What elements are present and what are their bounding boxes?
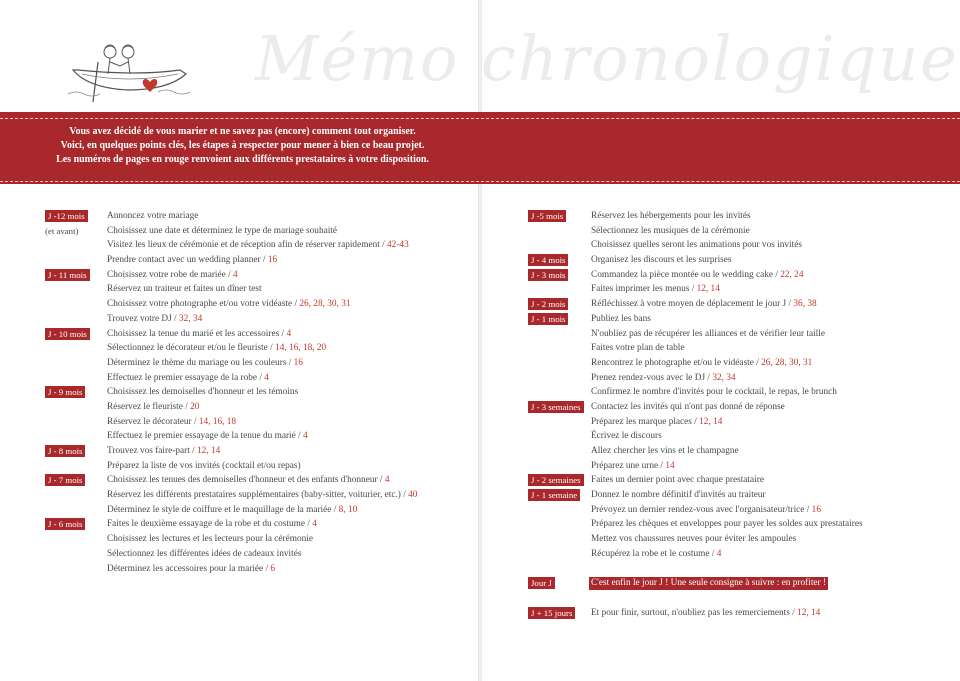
banner-stitch-top xyxy=(0,118,960,119)
timeframe-badge: J + 15 jours xyxy=(528,607,575,619)
timeline-row xyxy=(528,253,928,268)
task-item xyxy=(107,400,199,415)
task-text: Déterminez le thème du mariage ou les couleurs / xyxy=(107,357,294,368)
task-text: Choisissez votre robe de mariée / xyxy=(107,269,233,280)
timeframe-badge: J - 3 semaines xyxy=(528,401,584,413)
task-item xyxy=(107,371,269,386)
timeline-row xyxy=(45,503,465,518)
task-item xyxy=(591,444,739,459)
task-text: Faites un dernier point avec chaque prestataire xyxy=(591,475,764,486)
timeframe-badge: Jour J xyxy=(528,577,555,589)
timeframe-badge: J - 4 mois xyxy=(528,254,568,266)
task-text: Déterminez le style de coiffure et le maquillage de la mariée / xyxy=(107,504,339,515)
timeline-row xyxy=(528,356,928,371)
task-item xyxy=(107,238,409,253)
timeline-row xyxy=(528,576,928,591)
task-text: Prendre contact avec un wedding planner / xyxy=(107,255,268,266)
page-reference[interactable]: 20 xyxy=(190,401,200,412)
timeline-row xyxy=(528,517,928,532)
timeline-row xyxy=(528,224,928,239)
task-text: Et pour finir, surtout, n'oubliez pas les remerciements / xyxy=(591,607,798,618)
task-text: Écrivez le discours xyxy=(591,431,662,442)
timeline-row xyxy=(528,459,928,474)
banner-stitch-bottom xyxy=(0,181,960,182)
boat-couple-illustration xyxy=(68,40,193,110)
timeframe-badge: J - 8 mois xyxy=(45,445,85,457)
timeline-row xyxy=(45,238,465,253)
page-reference[interactable]: 4 xyxy=(384,475,390,486)
task-text: Récupérez la robe et le costume / xyxy=(591,548,717,559)
task-text: Commandez la pièce montée ou le wedding cake / xyxy=(591,269,781,280)
task-text: Préparez les chèques et enveloppes pour payer les soldes aux prestataires xyxy=(591,519,863,530)
page-reference[interactable]: 8, 10 xyxy=(338,504,358,515)
timeline-row xyxy=(528,238,928,253)
task-item xyxy=(591,297,817,312)
timeline-row xyxy=(45,547,465,562)
task-item xyxy=(107,224,337,239)
book-gutter xyxy=(478,0,482,681)
timeframe-badge: J - 2 mois xyxy=(528,298,568,310)
timeline-row xyxy=(45,268,465,283)
task-item xyxy=(591,488,766,503)
task-item xyxy=(107,415,236,430)
timeline-row xyxy=(45,473,465,488)
task-item xyxy=(591,371,736,386)
task-text: Préparez la liste de vos invités (cocktail et/ou repas) xyxy=(107,460,301,471)
task-item xyxy=(591,517,863,532)
intro-line: Vous avez décidé de vous marier et ne savez pas (encore) comment tout organiser. xyxy=(69,126,416,137)
task-item xyxy=(107,503,357,518)
timeline-row xyxy=(45,459,465,474)
page-reference[interactable]: 6 xyxy=(270,563,276,574)
task-item xyxy=(107,488,417,503)
task-item xyxy=(107,282,262,297)
timeline-row xyxy=(45,327,465,342)
timeline-row xyxy=(45,253,465,268)
timeline-row xyxy=(45,312,465,327)
task-text: Annoncez votre mariage xyxy=(107,211,199,221)
task-item xyxy=(591,341,684,356)
task-item xyxy=(107,268,238,283)
task-item xyxy=(107,385,298,400)
timeline-row xyxy=(45,444,465,459)
task-item xyxy=(107,341,326,356)
page-reference[interactable]: 14, 16, 18, 20 xyxy=(275,343,327,354)
timeline-row xyxy=(528,591,928,606)
page-reference[interactable]: 32, 34 xyxy=(178,313,203,324)
page-reference[interactable]: 14 xyxy=(665,460,675,471)
timeframe-badge: J - 2 semaines xyxy=(528,474,584,486)
task-text: Faites votre plan de table xyxy=(591,343,685,354)
task-item xyxy=(107,517,317,532)
intro-text xyxy=(20,125,465,167)
timeline-row xyxy=(528,268,928,283)
task-text: Trouvez vos faire-part / xyxy=(107,446,198,456)
task-item xyxy=(591,415,722,430)
task-item xyxy=(591,312,651,327)
page-reference[interactable]: 4 xyxy=(716,548,722,559)
page-reference[interactable]: 26, 28, 30, 31 xyxy=(761,357,813,368)
timeline-row xyxy=(528,444,928,459)
timeline-row xyxy=(528,209,928,224)
timeframe-badge: J - 11 mois xyxy=(45,269,90,281)
task-text: Sélectionnez les différentes idées de cadeaux invités xyxy=(107,548,302,559)
task-item xyxy=(107,253,277,268)
timeline-right-column xyxy=(528,209,928,620)
page-reference[interactable]: 16 xyxy=(293,357,303,368)
task-text: Prévoyez un dernier rendez-vous avec l'organisateur/trice / xyxy=(591,504,812,515)
task-text: Choisissez la tenue du marié et les accessoires / xyxy=(107,328,287,339)
task-item xyxy=(107,562,275,577)
page-reference[interactable]: 4 xyxy=(286,328,292,339)
task-item xyxy=(107,356,303,371)
task-item xyxy=(591,385,837,400)
task-item xyxy=(107,547,301,562)
page-reference[interactable]: 12, 14 xyxy=(699,416,723,427)
timeframe-note: (et avant) xyxy=(45,225,79,236)
page-reference[interactable]: 4 xyxy=(303,431,308,442)
task-item xyxy=(591,547,721,562)
task-item xyxy=(591,429,662,444)
intro-line: Voici, en quelques points clés, les étapes à respecter pour mener à bien ce beau projet. xyxy=(60,140,425,151)
task-text: Visitez les lieux de cérémonie et de réception afin de réserver rapidement / xyxy=(107,240,388,251)
task-item xyxy=(591,282,720,297)
timeline-left-column xyxy=(45,209,465,576)
timeframe-badge: J - 1 mois xyxy=(528,313,568,325)
task-item xyxy=(591,238,802,253)
task-item xyxy=(591,532,796,547)
timeline-row xyxy=(45,297,465,312)
timeline-row xyxy=(45,429,465,444)
timeline-row xyxy=(528,473,928,488)
timeline-row xyxy=(45,224,465,239)
timeframe-badge: J - 7 mois xyxy=(45,474,85,486)
task-text: Réservez un traiteur et faites un dîner test xyxy=(107,284,262,295)
timeline-row xyxy=(45,400,465,415)
timeline-row xyxy=(528,327,928,342)
timeline-row xyxy=(528,282,928,297)
page-reference[interactable]: 12, 14 xyxy=(797,607,821,618)
task-text: Publiez les bans xyxy=(591,313,651,324)
timeline-row xyxy=(528,400,928,415)
task-item xyxy=(107,459,301,474)
task-text: Faites le deuxième essayage de la robe et du costume / xyxy=(107,519,313,530)
task-text: Rencontrez le photographe et/ou le vidéaste / xyxy=(591,357,762,368)
timeline-row xyxy=(528,429,928,444)
timeline-row xyxy=(45,371,465,386)
page-reference[interactable]: 4 xyxy=(312,519,317,530)
task-text: Organisez les discours et les surprises xyxy=(591,255,732,266)
task-text: Sélectionnez les musiques de la cérémonie xyxy=(591,225,750,236)
task-text: Allez chercher les vins et le champagne xyxy=(591,446,739,456)
task-item xyxy=(589,577,828,590)
page-title: Mémo chronologique xyxy=(255,22,959,95)
task-item xyxy=(591,209,751,224)
task-text: Faites imprimer les menus / xyxy=(591,284,697,295)
task-text: Réservez le décorateur / xyxy=(107,416,199,427)
timeline-row xyxy=(45,562,465,577)
page-reference[interactable]: 16 xyxy=(267,255,278,266)
task-text: Effectuez le premier essayage de la tenue du marié / xyxy=(107,431,303,442)
page-reference[interactable]: 32, 34 xyxy=(712,372,736,383)
timeline-row xyxy=(528,312,928,327)
task-text: Choisissez votre photographe et/ou votre vidéaste / xyxy=(107,299,300,310)
page-reference[interactable]: 12, 14 xyxy=(197,446,221,456)
task-item xyxy=(107,532,313,547)
task-text: Sélectionnez le décorateur et/ou le fleuriste / xyxy=(107,343,276,354)
task-item xyxy=(591,253,732,268)
task-text: Choisissez une date et déterminez le type de mariage souhaité xyxy=(107,225,338,236)
task-text: Mettez vos chaussures neuves pour éviter les ampoules xyxy=(591,534,797,545)
timeframe-badge: J - 9 mois xyxy=(45,386,85,398)
task-item xyxy=(107,327,291,342)
timeline-row xyxy=(528,606,928,621)
timeline-row xyxy=(528,371,928,386)
page-reference[interactable]: 22, 24 xyxy=(780,269,804,280)
task-item xyxy=(107,444,220,459)
timeline-row xyxy=(45,517,465,532)
page-reference[interactable]: 16 xyxy=(811,504,821,515)
task-item xyxy=(591,473,764,488)
task-text: Effectuez le premier essayage de la robe / xyxy=(107,372,265,383)
task-item xyxy=(107,297,351,312)
task-item xyxy=(591,400,785,415)
task-item xyxy=(591,356,812,371)
timeline-row xyxy=(45,356,465,371)
task-text: Déterminez les accessoires pour la mariée / xyxy=(107,563,271,574)
task-text: Choisissez les demoiselles d'honneur et les témoins xyxy=(107,387,299,398)
task-text: Réservez les hébergements pour les invités xyxy=(591,211,751,221)
task-text: Préparez une urne / xyxy=(591,460,666,471)
task-text: N'oubliez pas de récupérer les alliances et de vérifier leur taille xyxy=(591,328,825,339)
page-reference[interactable]: 40 xyxy=(408,490,418,501)
task-text: Donnez le nombre définitif d'invités au traiteur xyxy=(591,490,766,501)
task-text: C'est enfin le jour J ! Une seule consigne à suivre : en profiter ! xyxy=(591,578,827,589)
timeline-row xyxy=(45,488,465,503)
task-item xyxy=(107,429,308,444)
task-text: Contactez les invités qui n'ont pas donné de réponse xyxy=(591,401,785,412)
timeline-row xyxy=(45,385,465,400)
task-text: Préparez les marque places / xyxy=(591,416,700,427)
timeline-row xyxy=(45,532,465,547)
timeline-row xyxy=(45,282,465,297)
task-item xyxy=(591,327,825,342)
timeframe-badge: J - 6 mois xyxy=(45,518,85,530)
timeline-row xyxy=(528,547,928,562)
task-item xyxy=(591,459,675,474)
page-reference[interactable]: 4 xyxy=(233,269,238,280)
timeframe-badge: J - 1 semaine xyxy=(528,489,580,501)
timeline-row xyxy=(528,488,928,503)
page-reference[interactable]: 4 xyxy=(264,372,269,383)
timeframe-badge: J - 10 mois xyxy=(45,328,90,340)
task-text: Choisissez les lectures et les lecteurs pour la cérémonie xyxy=(107,534,314,545)
task-text: Choisissez les tenues des demoiselles d'honneur et des enfants d'honneur / xyxy=(107,475,385,486)
page-reference[interactable]: 14, 16, 18 xyxy=(198,416,237,427)
timeline-row xyxy=(528,297,928,312)
page-reference[interactable]: 12, 14 xyxy=(696,284,720,295)
timeline-row xyxy=(528,532,928,547)
task-item xyxy=(591,503,821,518)
timeframe-badge: J -5 mois xyxy=(528,210,566,222)
task-item xyxy=(107,312,202,327)
timeline-row xyxy=(528,503,928,518)
timeline-row xyxy=(528,385,928,400)
task-text: Réservez les différents prestataires supplémentaires (baby-sitter, voiturier, etc.) / xyxy=(107,490,409,501)
task-text: Confirmez le nombre d'invités pour le cocktail, le repas, le brunch xyxy=(591,387,837,398)
timeline-row xyxy=(528,415,928,430)
timeline-row xyxy=(528,562,928,577)
task-item xyxy=(107,209,198,224)
timeframe-badge: J - 3 mois xyxy=(528,269,568,281)
task-item xyxy=(591,606,820,621)
task-item xyxy=(107,473,389,488)
page-reference[interactable]: 26, 28, 30, 31 xyxy=(299,299,351,310)
timeline-row xyxy=(528,341,928,356)
page-reference[interactable]: 42-43 xyxy=(387,240,409,251)
page-reference[interactable]: 36, 38 xyxy=(793,299,817,310)
task-text: Trouvez votre DJ / xyxy=(107,313,179,324)
timeframe-badge: J -12 mois xyxy=(45,210,88,222)
task-item xyxy=(591,224,750,239)
timeline-row xyxy=(45,415,465,430)
timeline-row xyxy=(45,209,465,224)
intro-line: Les numéros de pages en rouge renvoient aux différents prestataires à votre disposition. xyxy=(56,154,429,165)
task-text: Réservez le fleuriste / xyxy=(107,401,191,412)
task-item xyxy=(591,268,803,283)
task-text: Choisissez quelles seront les animations pour vos invités xyxy=(591,240,802,251)
timeline-row xyxy=(45,341,465,356)
task-text: Réfléchissez à votre moyen de déplacement le jour J / xyxy=(591,299,794,310)
task-text: Prenez rendez-vous avec le DJ / xyxy=(591,372,713,383)
